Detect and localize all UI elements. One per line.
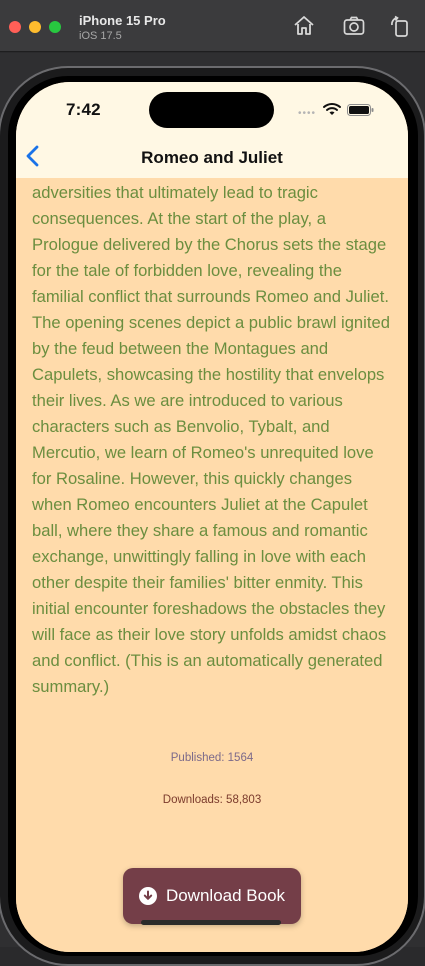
download-book-button[interactable] — [123, 868, 301, 924]
page-title: Romeo and Juliet — [141, 148, 283, 167]
download-button-label: Download Book — [165, 886, 286, 905]
window-close-button[interactable] — [9, 21, 21, 33]
home-indicator[interactable] — [141, 920, 281, 925]
book-detail-content[interactable] — [16, 178, 408, 952]
cellular-signal-icon: •••• — [298, 108, 317, 119]
status-time: 7:42 — [66, 100, 101, 119]
download-count: Downloads: 58,803 — [162, 794, 262, 806]
navigation-bar — [16, 82, 408, 178]
simulator-titlebar — [0, 0, 425, 52]
battery-icon — [347, 104, 374, 116]
device-name: iPhone 15 Pro — [79, 13, 166, 28]
rotate-icon[interactable] — [388, 14, 412, 38]
dynamic-island — [149, 92, 274, 128]
wifi-icon — [323, 102, 341, 116]
book-summary: adversities that ultimately lead to tragic consequences. At the start of the play, a Prologue delivered by the Chorus sets the stage for the tale of forbidden love, revealing the familial conflict that surrounds Romeo and Juliet. The opening scenes depict a public brawl ignited by the feud between the Montagues and Capulets, showcasing the hostility that envelops their lives. As we are introduced to various characters such as Benvolio, Tybalt, and Mercutio, we learn of Romeo's unrequited love for Rosaline. However, this quickly changes when Romeo encounters Juliet at the Capulet ball, where they share a famous and romantic exchange, unwittingly falling in love with each other despite their families' bitter enmity. This initial encounter foreshadows the obstacles they will face as their love story unfolds amidst chaos and conflict. (This is an automatically generated summary.) — [32, 183, 390, 696]
window-zoom-button[interactable] — [49, 21, 61, 33]
home-icon[interactable] — [292, 14, 316, 38]
os-version: iOS 17.5 — [79, 30, 122, 42]
screenshot-icon[interactable] — [342, 14, 366, 38]
published-year: Published: 1564 — [170, 752, 254, 764]
download-icon — [139, 887, 157, 905]
phone-screen — [16, 82, 408, 952]
window-minimize-button[interactable] — [29, 21, 41, 33]
